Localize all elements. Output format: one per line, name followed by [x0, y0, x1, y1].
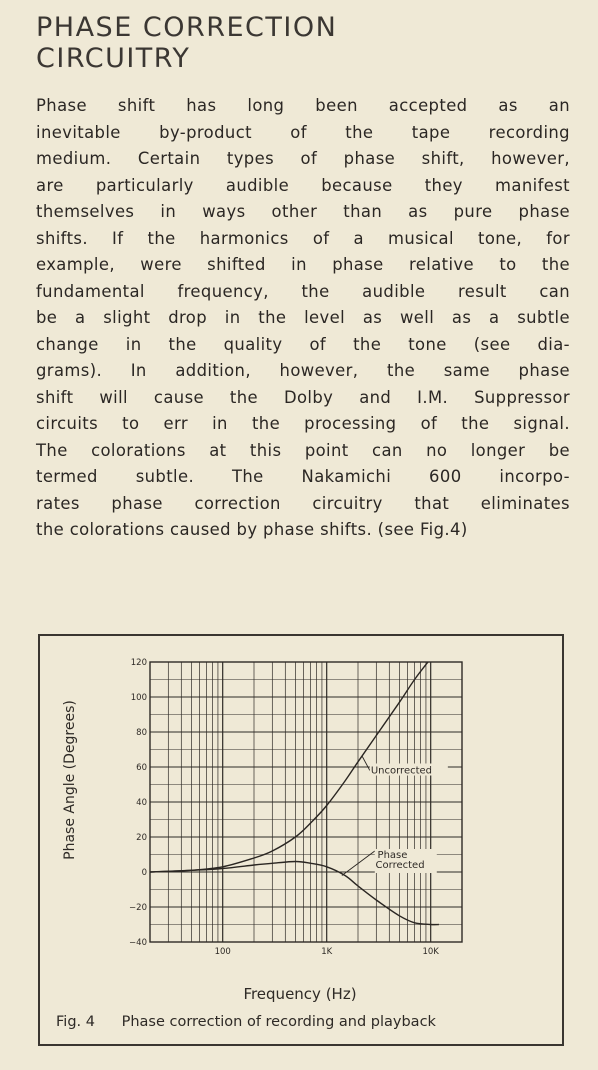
body-line: termed subtle. The Nakamichi 600 incorpo- [36, 467, 570, 486]
annotation-phase-corrected: Phase [377, 850, 408, 861]
y-tick-label: 40 [136, 798, 147, 808]
body-line: inevitable by-product of the tape recording [36, 122, 570, 142]
annotation-phase-corrected: Corrected [375, 860, 425, 871]
y-tick-label: 80 [136, 728, 147, 738]
figure-number: Fig. 4 [56, 1014, 95, 1030]
y-tick-label: −40 [129, 938, 147, 948]
body-line: shifts. If the harmonics of a musical tone, for [36, 228, 570, 248]
body-line: example, were shifted in phase relative to the [36, 255, 570, 274]
y-tick-label: 20 [136, 833, 147, 843]
body-line: themselves in ways other than as pure phase [36, 202, 570, 221]
body-line: fundamental frequency, the audible result can [36, 281, 570, 301]
y-tick-label: 100 [130, 693, 147, 703]
y-tick-label: −20 [129, 903, 147, 913]
figure-caption [56, 1014, 436, 1030]
y-axis-label: Phase Angle (Degrees) [62, 700, 78, 860]
heading-line-2: CIRCUITRY [36, 43, 191, 74]
x-tick-label: 1K [321, 947, 333, 957]
body-line: be a slight drop in the level as well as a subtle [36, 308, 570, 327]
body-line: shift will cause the Dolby and I.M. Suppressor [36, 387, 570, 407]
body-line: rates phase correction circuitry that eliminates [36, 493, 570, 513]
body-line: medium. Certain types of phase shift, however, [36, 149, 570, 168]
y-tick-label: 120 [130, 658, 147, 668]
x-tick-label: 100 [214, 947, 231, 957]
body-line: are particularly audible because they manifest [36, 175, 570, 195]
y-tick-label: 0 [141, 868, 147, 878]
body-line: circuits to err in the processing of the signal. [36, 414, 570, 433]
y-tick-label: 60 [136, 763, 147, 773]
x-tick-label: 10K [422, 947, 439, 957]
x-axis-label: Frequency (Hz) [243, 985, 357, 1003]
body-line: change in the quality of the tone (see dia- [36, 334, 570, 354]
annotation-leader-uncorrected [362, 757, 370, 771]
body-line: grams). In addition, however, the same phase [36, 361, 570, 380]
figure-caption-text: Phase correction of recording and playback [121, 1014, 436, 1030]
body-line: The colorations at this point can no longer be [36, 440, 570, 460]
chart-series [150, 636, 449, 925]
body-line: the colorations caused by phase shifts. (see Fig.4) [36, 520, 468, 539]
chart-grid [150, 662, 462, 942]
annotation-uncorrected: Uncorrected [370, 765, 433, 777]
body-line: Phase shift has long been accepted as an [36, 96, 570, 115]
heading-line-1: PHASE CORRECTION [36, 12, 338, 43]
